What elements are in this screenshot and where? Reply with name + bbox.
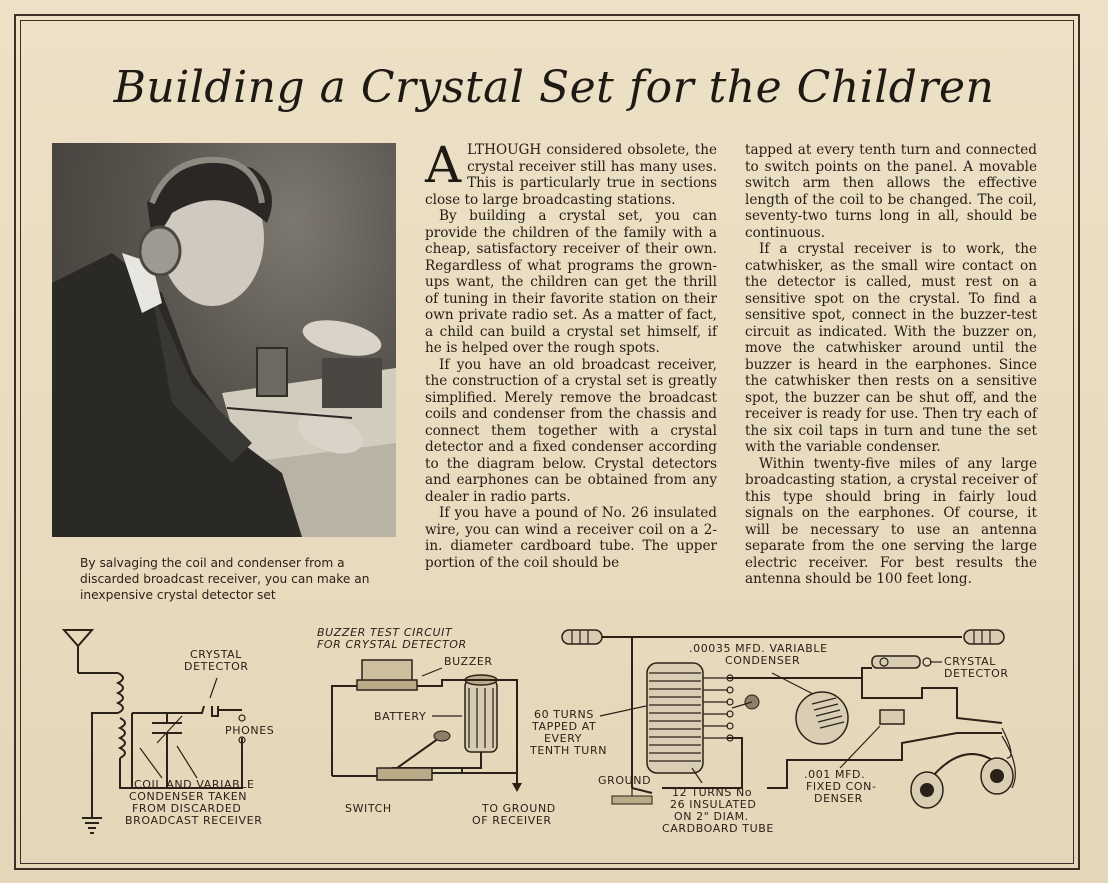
label-tube-3: ON 2" DIAM. [674,810,749,823]
label-phones: PHONES [225,724,275,737]
drop-cap: A [425,136,462,194]
paragraph: If you have an old broadcast receiver, the construction of a crystal set is greatly simplified. Merely remove the broadcast coils and condenser from the chassis and connect them together with a crystal detector and a fixed condenser according to the diagram below. Crystal detectors and earphones can be obtained from any dealer in radio parts. [425,356,717,505]
label-tube-1: 12 TURNS No [672,786,753,799]
earphones [911,728,1015,808]
label-turns-1: 60 TURNS [534,708,594,721]
label-fixed-3: DENSER [814,792,863,805]
photo-illustration [52,143,396,537]
paragraph: tapped at every tenth turn and connected to switch points on the panel. A movable switch arm then allows the effective length of the coil to be changed. The coil, seventy-two turns long in all, should be continuous. [745,142,1037,241]
label-crystal-1: CRYSTAL [944,655,997,668]
label-crystal-2: DETECTOR [944,667,1009,680]
label-ground-1: TO GROUND [482,802,556,815]
pictorial-wiring-diagram [529,630,1015,835]
label-tube-2: 26 INSULATED [670,798,757,811]
buzzer-test-circuit [317,626,556,827]
circuit-diagrams [22,618,1072,848]
article-photo [52,143,396,537]
photo-caption: By salvaging the coil and condenser from a discarded broadcast receiver, you can make an inexpensive crystal detector set [80,556,370,602]
label-tube-4: CARDBOARD TUBE [662,822,774,835]
paragraph: If you have a pound of No. 26 insulated wire, you can wind a receiver coil on a 2-in. diameter cardboard tube. The upper portion of the coil should be [425,505,717,571]
label-crystal-detector-1: CRYSTAL [190,648,243,661]
label-fixed-2: FIXED CON- [806,780,877,793]
label-coil-1: COIL AND VARIABLE [134,778,255,791]
paragraph: If a crystal receiver is to work, the catwhisker, as the small wire contact on the detector is called, must rest on a sensitive spot on the crystal. To find a sensitive spot, connect in the buzzer-test circuit as indicated. With the buzzer on, move the catwhisker around until the buzzer is heard in the earphones. Since the catwhisker then rests on a sensitive spot, the buzzer can be shut off, and the receiver is ready for use. Then try each of the six coil taps in turn and tune the set with the variable condenser. [745,241,1037,455]
label-battery: BATTERY [374,710,427,723]
label-switch: SWITCH [345,802,392,815]
paragraph: Within twenty-five miles of any large broadcasting station, a crystal receiver of this type should bring in fairly loud signals on the earphones. Of course, it will be necessary to use an antenna separate from the one serving the large electric receiver. For best results the antenna should be 100 feet long. [745,455,1037,587]
label-coil-3: FROM DISCARDED [132,802,242,815]
label-var-cond-2: CONDENSER [725,654,801,667]
label-turns-4: TENTH TURN [530,744,608,757]
label-turns-2: TAPPED AT [532,720,597,733]
label-fixed-1: .001 MFD. [804,768,866,781]
label-buzzer-title-1: BUZZER TEST CIRCUIT [317,626,453,639]
label-turns-3: EVERY [544,732,583,745]
label-coil-2: CONDENSER TAKEN [129,790,248,803]
label-crystal-detector-2: DETECTOR [184,660,249,673]
receiver-schematic [64,630,274,833]
label-buzzer: BUZZER [444,655,493,668]
label-ground: GROUND [598,774,652,787]
article-title: Building a Crystal Set for the Children [113,62,995,113]
label-buzzer-title-2: FOR CRYSTAL DETECTOR [317,638,467,651]
paragraph [425,136,717,208]
label-ground-2: OF RECEIVER [472,814,552,827]
paragraph: By building a crystal set, you can provide the children of the family with a cheap, satisfactory receiver of their own. Regardless of what programs the grown-ups want, the children can get the thrill of tuning in their favorite station on their own private radio set. As a matter of fact, a child can build a crystal set himself, if he is helped over the rough spots. [425,208,717,356]
label-coil-4: BROADCAST RECEIVER [125,814,263,827]
paragraph-text: LTHOUGH considered obsolete, the crystal receiver still has many uses. This is particularly true in sections close to large broadcasting stations. [425,142,717,208]
article-column-2 [745,142,1037,588]
label-var-cond-1: .00035 MFD. VARIABLE [689,642,828,655]
article-column-1 [425,136,717,571]
